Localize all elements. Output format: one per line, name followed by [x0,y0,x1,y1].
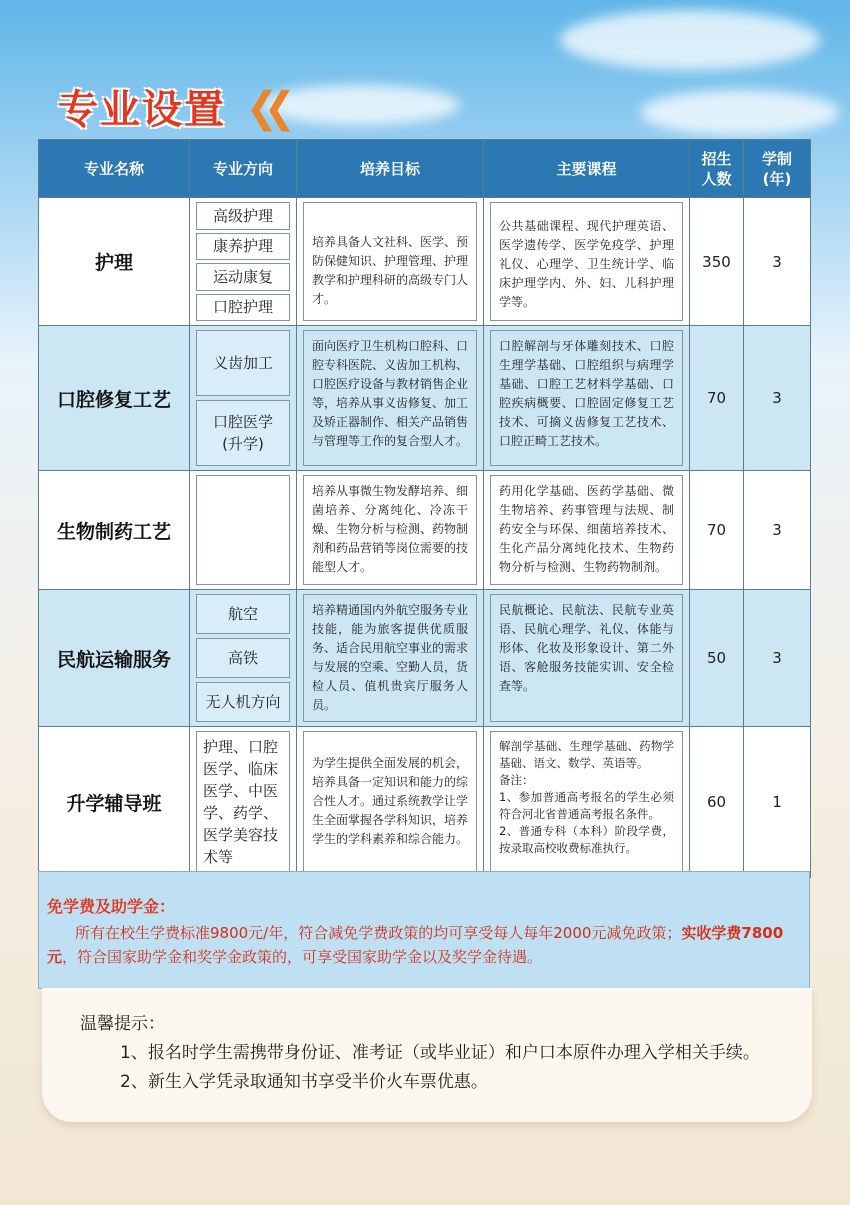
program-name: 口腔修复工艺 [39,326,190,471]
program-name: 民航运输服务 [39,590,190,727]
actual-tuition: 实收学费7800元 [47,924,784,966]
program-name: 生物制药工艺 [39,471,190,590]
col-header-goal: 培养目标 [297,140,484,198]
direction-item: 运动康复 [196,263,290,291]
direction-item: 高级护理 [196,202,290,230]
col-header-years: 学制 (年) [744,140,811,198]
study-years: 3 [744,590,811,727]
enroll-count: 70 [690,326,744,471]
program-name: 护理 [39,198,190,326]
program-courses: 解剖学基础、生理学基础、药物学基础、语文、数学、英语等。 备注： 1、参加普通高考报名的学生必须符合河北省普通高考报名条件。 2、普通专科（本科）阶段学费，按录取高校收费标准执行。 [490,731,683,873]
program-table [38,139,810,878]
cloud [560,10,820,70]
program-courses: 药用化学基础、医药学基础、微生物培养、药事管理与法规、制药安全与环保、细菌培养技术、生化产品分离纯化技术、生物药物分析与检测、生物药物制剂。 [490,475,683,585]
cloud [640,90,840,135]
tip-item: 1、报名时学生需携带身份证、准考证（或毕业证）和户口本原件办理入学相关手续。 [120,1043,760,1063]
program-courses: 公共基础课程、现代护理英语、医学遗传学、医学免疫学、护理礼仪、心理学、卫生统计学、临床护理学内、外、妇、儿科护理学等。 [490,202,683,321]
col-header-enroll: 招生 人数 [690,140,744,198]
direction-item: 康养护理 [196,233,290,261]
col-header-direction: 专业方向 [190,140,297,198]
direction-item: 无人机方向 [196,682,290,722]
study-years: 3 [744,326,811,471]
enroll-count: 70 [690,471,744,590]
direction-item: 义齿加工 [196,330,290,396]
tuition-title: 免学费及助学金： [47,897,176,916]
cloud [260,85,460,125]
table-row [39,590,811,727]
program-goal: 面向医疗卫生机构口腔科、口腔专科医院、义齿加工机构、口腔医疗设备与教材销售企业等，培养从事义齿修复、加工及矫正器制作、相关产品销售与管理等工作的复合型人才。 [303,330,477,466]
program-goal: 培养精通国内外航空服务专业技能，能为旅客提供优质服务、适合民用航空事业的需求与发展的空乘、空勤人员，货检人员、值机贵宾厅服务人员。 [303,594,477,722]
program-name: 升学辅导班 [39,727,190,878]
program-courses: 口腔解剖与牙体雕刻技术、口腔生理学基础、口腔组织与病理学基础、口腔工艺材料学基础、口腔疾病概要、口腔固定修复工艺技术、可摘义齿修复工艺技术、口腔正畸工艺技术。 [490,330,683,466]
study-years: 3 [744,198,811,326]
study-years: 1 [744,727,811,878]
section-header [58,78,282,135]
study-years: 3 [744,471,811,590]
tips-panel [42,988,812,1122]
direction-item-empty [196,475,290,585]
table-row [39,727,811,878]
page-title: 专业设置 [58,87,226,133]
table-row [39,198,811,326]
double-chevron-left-icon: ❮❮ [246,82,282,131]
col-header-name: 专业名称 [39,140,190,198]
program-goal: 培养具备人文社科、医学、预防保健知识、护理管理、护理教学和护理科研的高级专门人才。 [303,202,477,321]
direction-item: 口腔医学(升学) [196,400,290,466]
direction-item: 护理、口腔医学、临床医学、中医学、药学、医学美容技术等 [196,731,290,873]
enroll-count: 350 [690,198,744,326]
direction-item: 航空 [196,594,290,634]
col-header-courses: 主要课程 [484,140,690,198]
table-row [39,471,811,590]
program-courses: 民航概论、民航法、民航专业英语、民航心理学、礼仪、体能与形体、化妆及形象设计、第二外语、客舱服务技能实训、安全检查等。 [490,594,683,722]
tip-item: 2、新生入学凭录取通知书享受半价火车票优惠。 [120,1072,488,1092]
program-goal: 为学生提供全面发展的机会，培养具备一定知识和能力的综合性人才。通过系统教学让学生全面掌握各学科知识，培养学生的学科素养和综合能力。 [303,731,477,873]
table-row [39,326,811,471]
table-header [39,140,811,198]
direction-item: 口腔护理 [196,294,290,322]
enroll-count: 60 [690,727,744,878]
tuition-notice [38,871,810,989]
direction-item: 高铁 [196,638,290,678]
enroll-count: 50 [690,590,744,727]
program-goal: 培养从事微生物发酵培养、细菌培养、分离纯化、冷冻干燥、生物分析与检测、药物制剂和药品营销等岗位需要的技能型人才。 [303,475,477,585]
tuition-body: 所有在校生学费标准9800元/年，符合减免学费政策的均可享受每人每年2000元减免政策；实收学费7800元，符合国家助学金和奖学金政策的，可享受国家助学金以及奖学金待遇。 [47,924,784,966]
tips-title: 温馨提示： [80,1014,165,1034]
